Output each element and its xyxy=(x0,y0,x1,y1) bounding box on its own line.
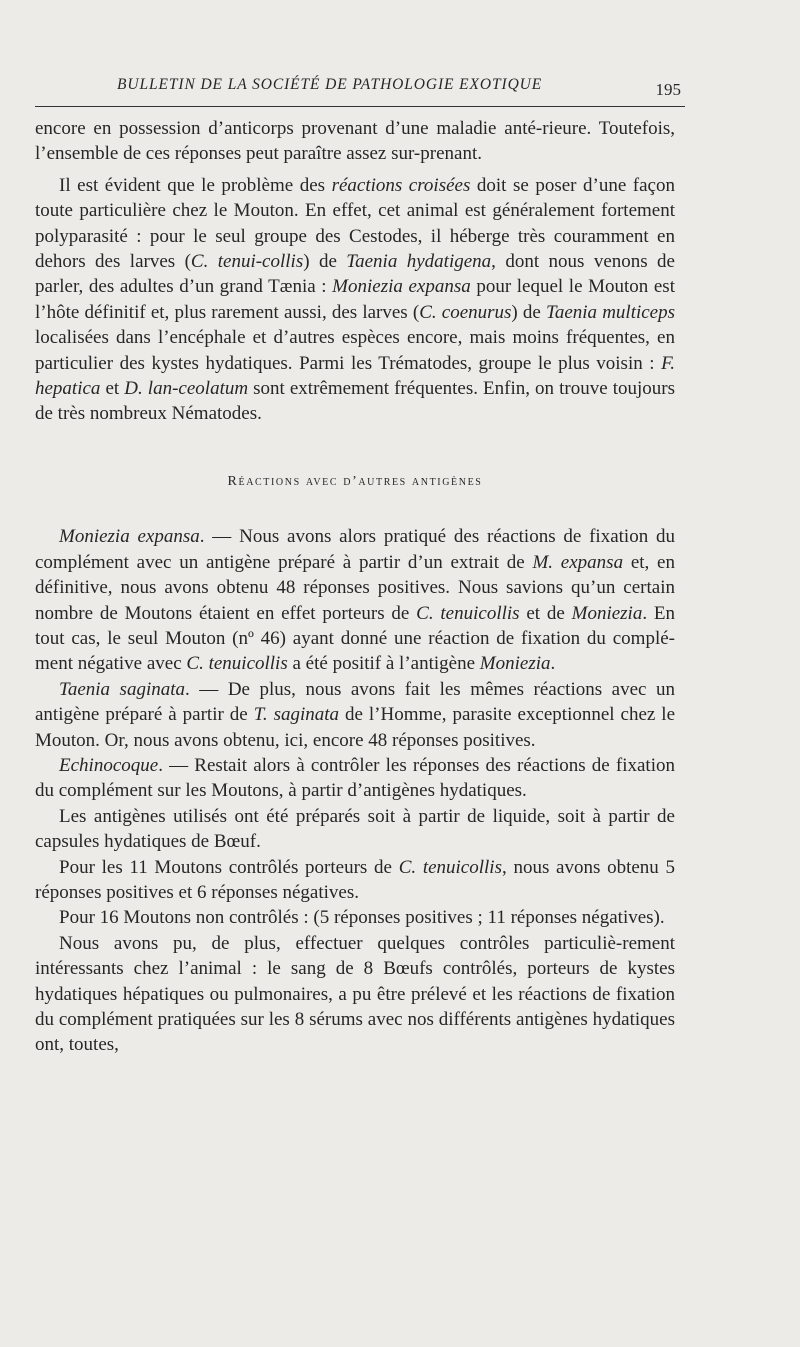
paragraph-11-moutons: Pour les 11 Moutons contrôlés porteurs de C. tenuicollis, nous avons obtenu 5 réponses positives et 6 réponses négatives. xyxy=(35,856,676,903)
paragraph-16-moutons: Pour 16 Moutons non contrôlés : (5 réponses positives ; 11 réponses négatives). xyxy=(59,907,665,929)
section-heading: Réactions avec d’autres antigènes xyxy=(227,473,483,489)
body-text xyxy=(35,116,675,1058)
paragraph-moniezia: Moniezia expansa. — Nous avons alors pratiqué des réactions de fixation du complément avec un antigène préparé à partir d’un extrait de M. expansa et, en définitive, nous avons obtenu 48 réponses positives. Nous savions qu’un certain nombre de Moutons étaient en effet porteurs de C. tenuicollis et de Moniezia. En tout cas, le seul Mouton (nº 46) ayant donné une réaction de fixation du complé-ment négative avec C. tenuicollis a été positif à l’antigène Moniezia. xyxy=(35,526,676,675)
running-title: BULLETIN DE LA SOCIÉTÉ DE PATHOLOGIE EXOTIQUE xyxy=(117,76,543,93)
paragraph-taenia-saginata: Taenia saginata. — De plus, nous avons fait les mêmes réactions avec un antigène préparé à partir de T. saginata de l’Homme, parasite exceptionnel chez le Mouton. Or, nous avons obtenu, ici, encore 48 réponses positives. xyxy=(35,678,676,751)
paragraph-2: Il est évident que le problème des réactions croisées doit se poser d’une façon toute particulière chez le Mouton. En effet, cet animal est généralement fortement polyparasité : pour le seul groupe des Cestodes, il héberge très couramment en dehors des larves (C. tenui-collis) de Taenia hydatigena, dont nous venons de parler, des adultes d’un grand Tænia : Moniezia expansa pour lequel le Mouton est l’hôte définitif et, plus rarement aussi, des larves (C. coenurus) de Taenia multiceps localisées dans l’encéphale et d’autres espèces encore, mais moins fréquentes, en particulier des kystes hydatiques. Parmi les Trématodes, groupe le plus voisin : F. hepatica et D. lan-ceolatum sont extrêmement fréquentes. Enfin, on trouve toujours de très nombreux Nématodes. xyxy=(35,174,676,425)
paragraph-1: encore en possession d’anticorps provenant d’une maladie anté-rieure. Toutefois, l’ensemble de ces réponses peut paraître assez sur-prenant. xyxy=(35,118,675,165)
paragraph-controles: Nous avons pu, de plus, effectuer quelques contrôles particuliè-rement intéressants chez l’animal : le sang de 8 Bœufs contrôlés, porteurs de kystes hydatiques hépatiques ou pulmonaires, a pu être prélevé et les réactions de fixation du complément pratiquées sur les 8 sérums avec nos différents antigènes hydatiques ont, toutes, xyxy=(35,932,675,1056)
page-number: 195 xyxy=(655,80,681,99)
running-header xyxy=(35,76,685,107)
paragraph-antigenes: Les antigènes utilisés ont été préparés soit à partir de liquide, soit à partir de capsules hydatiques de Bœuf. xyxy=(35,805,675,853)
paragraph-echinocoque: Echinocoque. — Restait alors à contrôler les réponses des réactions de fixation du complément sur les Moutons, à partir d’antigènes hydatiques. xyxy=(35,754,675,802)
